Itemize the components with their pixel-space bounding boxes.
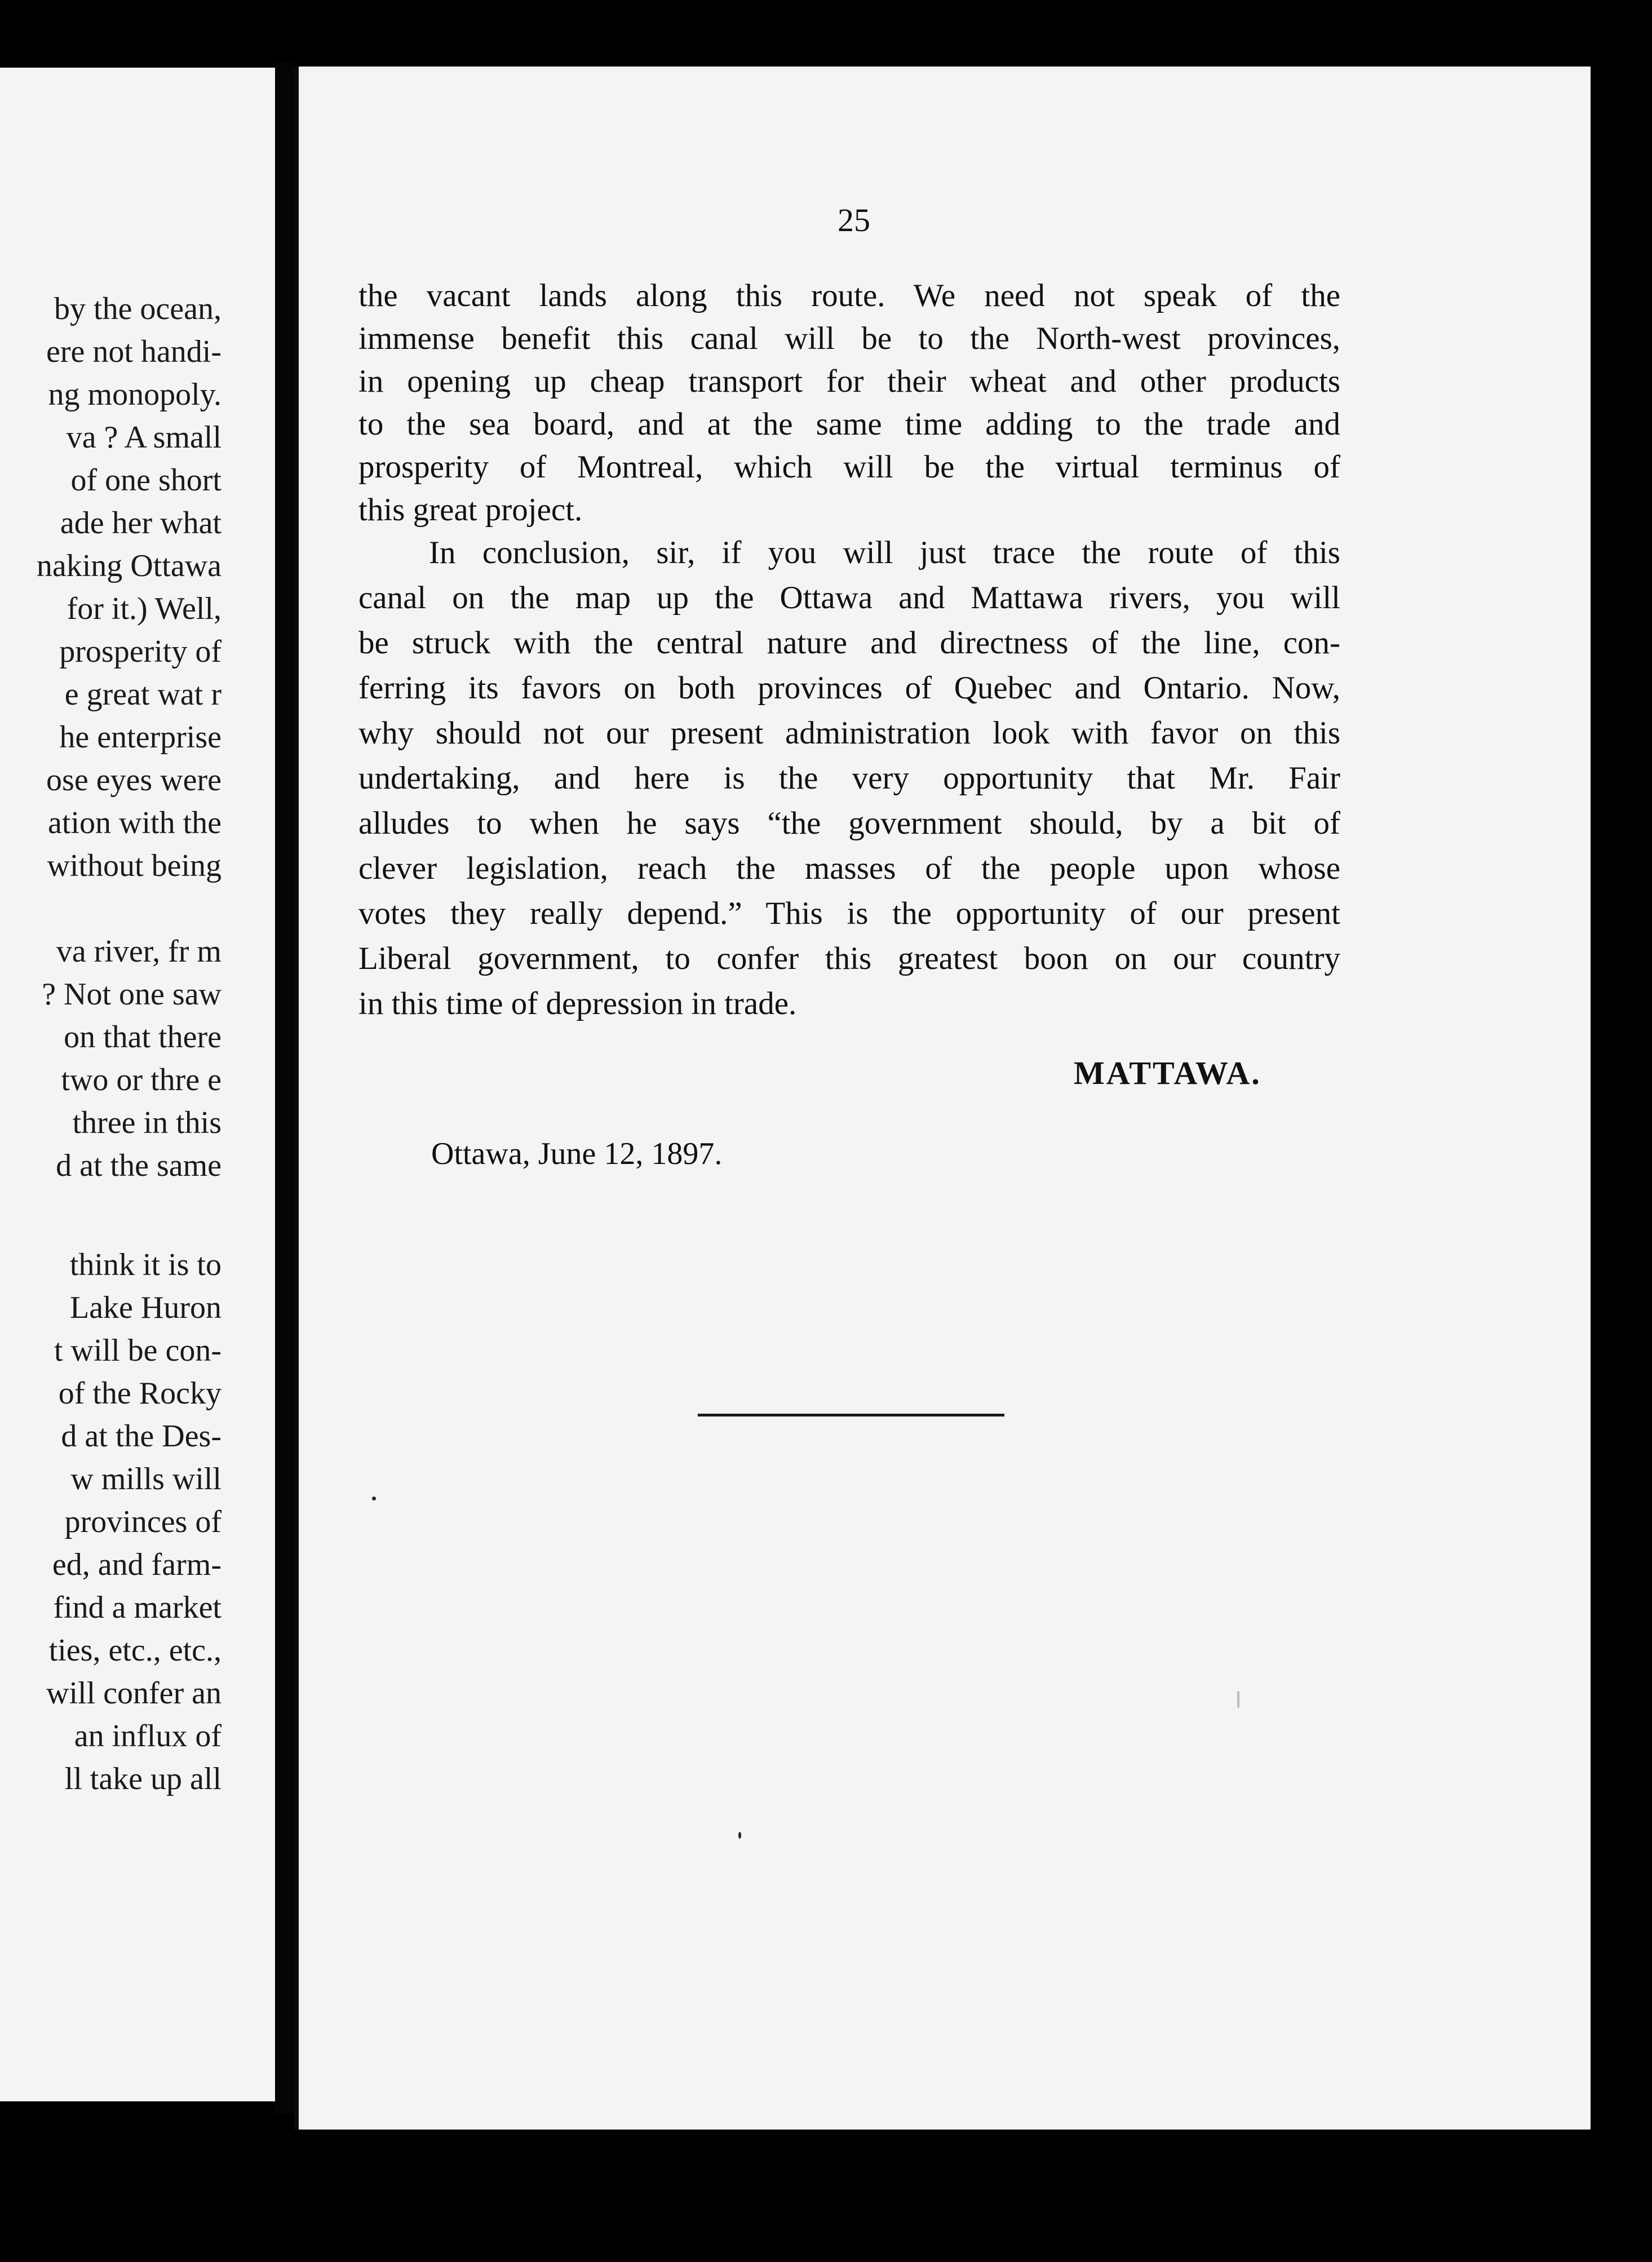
left-page-line: ation with the (48, 805, 222, 840)
left-page-line: of one short (70, 463, 222, 498)
text-line: to the sea board, and at the same time adding to the trade and (358, 406, 1340, 442)
left-page-line: an influx of (74, 1719, 222, 1754)
left-page-line: three in this (72, 1105, 222, 1140)
text-line: alludes to when he says “the government should, by a bit of (358, 805, 1340, 841)
left-page-line: va ? A small (66, 420, 222, 455)
dateline: Ottawa, June 12, 1897. (431, 1136, 723, 1171)
left-page-line: ade her what (60, 506, 222, 541)
text-line: in this time of depression in trade. (358, 986, 797, 1021)
text-line: this great project. (358, 492, 583, 528)
left-page-line: on that there (64, 1020, 222, 1055)
left-page-line: prosperity of (59, 634, 222, 669)
closing-rule (698, 1414, 1004, 1416)
left-page-line: ose eyes were (46, 763, 222, 798)
left-page-line: e great wat r (64, 677, 222, 712)
left-page-line: naking Ottawa (36, 548, 222, 583)
left-page-line: find a market (53, 1590, 222, 1625)
text-line: immense benefit this canal will be to the North-west provinces, (358, 321, 1340, 356)
scan-speck (372, 1497, 376, 1500)
left-page-line: d at the Des- (61, 1419, 222, 1454)
left-page-line: ? Not one saw (42, 977, 222, 1012)
left-page-line: ere not handi- (46, 334, 222, 369)
left-page-line: by the ocean, (54, 291, 222, 326)
left-page-line: he enterprise (59, 720, 222, 755)
text-line: prosperity of Montreal, which will be the virtual terminus of (358, 449, 1340, 485)
scan-speck (1237, 1691, 1239, 1708)
text-line: the vacant lands along this route. We need not speak of the (358, 278, 1340, 313)
page-number: 25 (838, 202, 870, 238)
left-page-line: will confer an (46, 1676, 222, 1711)
left-page-line: d at the same (56, 1148, 222, 1183)
left-page-line: for it.) Well, (67, 591, 222, 626)
text-line: in opening up cheap transport for their wheat and other products (358, 364, 1340, 399)
left-page-line: Lake Huron (69, 1290, 222, 1325)
scan-speck (738, 1832, 741, 1839)
left-page-line: ties, etc., etc., (48, 1633, 222, 1668)
text-line: clever legislation, reach the masses of the people upon whose (358, 851, 1340, 886)
left-page-line: w mills will (70, 1462, 222, 1497)
text-line: canal on the map up the Ottawa and Mattawa rivers, you will (358, 580, 1340, 616)
left-page-line: va river, fr m (56, 934, 222, 969)
left-page-line: t will be con- (54, 1333, 222, 1368)
text-line: undertaking, and here is the very opportunity that Mr. Fair (358, 760, 1340, 796)
text-line: In conclusion, sir, if you will just trace the route of this (429, 535, 1340, 570)
left-page-line: without being (47, 848, 222, 883)
left-page-line: ll take up all (64, 1761, 222, 1796)
left-page-line: ng monopoly. (48, 377, 222, 412)
text-line: be struck with the central nature and directness of the line, con- (358, 625, 1340, 661)
left-page-line: two or thre e (61, 1063, 222, 1097)
left-page-fragment (0, 68, 275, 2101)
left-page-line: think it is to (69, 1247, 222, 1282)
text-line: ferring its favors on both provinces of Quebec and Ontario. Now, (358, 670, 1340, 706)
book-gutter (275, 62, 294, 2114)
left-page-line: of the Rocky (58, 1376, 222, 1411)
left-page-line: provinces of (64, 1504, 222, 1539)
left-page-line: ed, and farm- (52, 1547, 222, 1582)
text-line: why should not our present administration look with favor on this (358, 715, 1340, 751)
text-line: Liberal government, to confer this greatest boon on our country (358, 941, 1340, 976)
text-line: votes they really depend.” This is the opportunity of our present (358, 896, 1340, 931)
